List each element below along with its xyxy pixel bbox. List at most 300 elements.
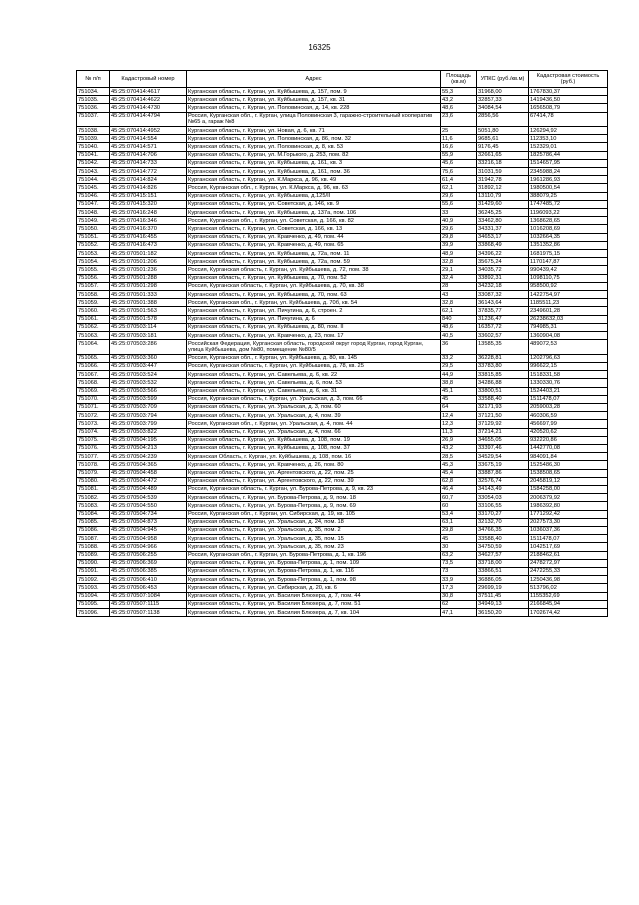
row-upks: 33087,32 (477, 291, 529, 299)
row-cadastral-cost: 2345988,24 (529, 168, 608, 176)
row-num: 751091. (77, 567, 110, 575)
row-address: Курганская область, г. Курган, ул. Куйбышева, д. 157, кв. 31 (187, 96, 441, 104)
table-row (77, 104, 608, 112)
row-address: Курганская область, г. Курган, ул. Куйбышева, д. 80, пом. II (187, 323, 441, 331)
row-address: Россия, Курганская обл., г. Курган, ул. Уральская, д. 4, пом. 44 (187, 420, 441, 428)
row-num: 751058. (77, 291, 110, 299)
row-upks: 34286,88 (477, 379, 529, 387)
table-row (77, 250, 608, 258)
row-cadastral-number: 45:25:070504:239 (110, 453, 187, 461)
row-area: 26,9 (441, 436, 477, 444)
row-cadastral-number: 45:25:070507:1115 (110, 600, 187, 608)
row-num: 751045. (77, 184, 110, 192)
row-cadastral-number: 45:25:070414:4794 (110, 112, 187, 126)
row-address: Курганская область, г. Курган, ул. Кравченко, д. 23, пом. 17 (187, 332, 441, 340)
row-cadastral-number: 45:25:070414:733 (110, 159, 187, 167)
table-row (77, 461, 608, 469)
row-address: Курганская Область, г. Курган, ул. Куйбышева, д. 108, пом. 16 (187, 453, 441, 461)
row-cadastral-cost: 2349601,28 (529, 307, 608, 315)
row-num: 751095. (77, 600, 110, 608)
row-area: 29,8 (441, 233, 477, 241)
table-row (77, 567, 608, 575)
row-cadastral-cost: 388079,25 (529, 192, 608, 200)
row-upks: 34529,54 (477, 453, 529, 461)
row-cadastral-number: 45:25:070503:799 (110, 420, 187, 428)
row-address: Курганская область, г. Курган, ул. Куйбышева, д. 70, пом. 52 (187, 274, 441, 282)
table-header-row (77, 71, 608, 88)
row-cadastral-number: 45:25:070414:554 (110, 135, 187, 143)
row-cadastral-number: 45:25:070503:447 (110, 362, 187, 370)
row-cadastral-number: 45:25:070504:458 (110, 469, 187, 477)
row-address: Курганская область, г. Курган, ул. Василия Блюхера, д. 7, пом. 51 (187, 600, 441, 608)
table-row (77, 518, 608, 526)
row-num: 751037. (77, 112, 110, 126)
row-num: 751049. (77, 217, 110, 225)
row-upks: 2856,56 (477, 112, 529, 126)
row-num: 751046. (77, 192, 110, 200)
row-num: 751077. (77, 453, 110, 461)
row-cadastral-number: 45:25:070503:566 (110, 387, 187, 395)
table-row (77, 159, 608, 167)
table-row (77, 453, 608, 461)
row-upks: 36228,81 (477, 354, 529, 362)
row-cadastral-cost: 420520,62 (529, 428, 608, 436)
row-num: 751059. (77, 299, 110, 307)
table-row (77, 217, 608, 225)
row-cadastral-number: 45:25:070506:369 (110, 559, 187, 567)
table-row (77, 592, 608, 600)
row-area: 28,5 (441, 453, 477, 461)
page-number: 16325 (308, 43, 331, 52)
row-cadastral-cost: 1538508,65 (529, 469, 608, 477)
row-cadastral-number: 45:25:070507:1084 (110, 592, 187, 600)
row-cadastral-number: 45:25:070504:550 (110, 502, 187, 510)
row-area: 43,2 (441, 444, 477, 452)
table-row (77, 88, 608, 96)
cadastral-table (76, 70, 608, 617)
row-upks: 31968,00 (477, 88, 529, 96)
row-address: Курганская область, г. Курган, ул. Уральская, д. 4, пом. 66 (187, 428, 441, 436)
row-upks: 33800,51 (477, 387, 529, 395)
table-row (77, 510, 608, 518)
table-row (77, 535, 608, 543)
row-num: 751096. (77, 609, 110, 617)
row-cadastral-cost: 2478272,97 (529, 559, 608, 567)
row-cadastral-number: 45:25:070504:489 (110, 485, 187, 493)
row-area: 55,3 (441, 88, 477, 96)
table-row (77, 502, 608, 510)
row-cadastral-cost: 1330330,76 (529, 379, 608, 387)
row-num: 751060. (77, 307, 110, 315)
row-cadastral-cost: 1016208,69 (529, 225, 608, 233)
row-cadastral-number: 45:25:070506:385 (110, 567, 187, 575)
row-address: Курганская область, г. Курган, ул. Бурова-Петрова, д. 9, пом. 69 (187, 502, 441, 510)
row-upks: 5051,80 (477, 127, 529, 135)
row-cadastral-number: 45:25:070504:539 (110, 494, 187, 502)
row-upks: 33170,27 (477, 510, 529, 518)
table-row (77, 436, 608, 444)
row-cadastral-number: 45:25:070504:966 (110, 543, 187, 551)
row-num: 751047. (77, 200, 110, 208)
row-upks: 33588,40 (477, 535, 529, 543)
row-cadastral-cost: 1825786,44 (529, 151, 608, 159)
row-cadastral-cost: 1584258,00 (529, 485, 608, 493)
row-area: 55,6 (441, 200, 477, 208)
row-address: Курганская область, г. Курган, ул. Кравченко, д. 26, пом. 80 (187, 461, 441, 469)
table-row (77, 371, 608, 379)
row-num: 751042. (77, 159, 110, 167)
row-address: Курганская область, г. Курган, ул. Половинская, д. 14, кв. 228 (187, 104, 441, 112)
row-upks: 33718,00 (477, 559, 529, 567)
row-cadastral-cost: 489072,53 (529, 340, 608, 354)
header-area: Площадь (кв.м) (441, 71, 477, 88)
table-row (77, 412, 608, 420)
row-cadastral-cost: 112353,10 (529, 135, 608, 143)
row-address: Курганская область, г. Курган, ул. Пичугина, д. 6, строен. 2 (187, 307, 441, 315)
row-area: 62,8 (441, 477, 477, 485)
row-cadastral-cost: 1196093,22 (529, 209, 608, 217)
row-cadastral-cost: 126294,92 (529, 127, 608, 135)
row-address: Курганская область, г. Курган, ул. Куйбышева, д. 108, пом. 19 (187, 436, 441, 444)
row-num: 751078. (77, 461, 110, 469)
table-row (77, 299, 608, 307)
row-upks: 32661,65 (477, 151, 529, 159)
row-cadastral-number: 45:25:070414:824 (110, 176, 187, 184)
row-cadastral-number: 45:25:070416:473 (110, 241, 187, 249)
row-area: 11,3 (441, 428, 477, 436)
row-address: Курганская область, г. Курган, ул. Бурова-Петрова, д. 1, пом. 109 (187, 559, 441, 567)
row-cadastral-cost: 26238632,03 (529, 315, 608, 323)
row-num: 751071. (77, 403, 110, 411)
row-cadastral-number: 45:25:070416:346 (110, 217, 187, 225)
row-num: 751052. (77, 241, 110, 249)
row-cadastral-cost: 1419436,50 (529, 96, 608, 104)
row-upks: 33675,19 (477, 461, 529, 469)
row-num: 751068. (77, 379, 110, 387)
row-num: 751041. (77, 151, 110, 159)
row-num: 751056. (77, 274, 110, 282)
row-num: 751072. (77, 412, 110, 420)
row-cadastral-cost: 1511478,07 (529, 535, 608, 543)
row-area: 60 (441, 502, 477, 510)
row-num: 751039. (77, 135, 110, 143)
row-cadastral-cost: 1518331,58 (529, 371, 608, 379)
row-num: 751090. (77, 559, 110, 567)
table-row (77, 494, 608, 502)
row-area: 40,5 (441, 332, 477, 340)
row-address: Курганская область, г. Курган, ул. Бурова-Петрова, д. 9, пом. 18 (187, 494, 441, 502)
row-cadastral-number: 45:25:070501:578 (110, 315, 187, 323)
row-cadastral-number: 45:25:070504:873 (110, 518, 187, 526)
row-area: 28 (441, 282, 477, 290)
row-cadastral-number: 45:25:070501:333 (110, 291, 187, 299)
row-upks: 37835,77 (477, 307, 529, 315)
row-cadastral-cost: 2472255,33 (529, 567, 608, 575)
row-upks: 34084,54 (477, 104, 529, 112)
row-upks: 34143,49 (477, 485, 529, 493)
row-area: 61,4 (441, 176, 477, 184)
table-row (77, 387, 608, 395)
table-row (77, 332, 608, 340)
header-address: Адрес (187, 71, 441, 88)
row-cadastral-cost: 1525486,30 (529, 461, 608, 469)
table-row (77, 258, 608, 266)
row-address: Курганская область, г. Курган, ул. Уральская, д. 35, пом. 15 (187, 535, 441, 543)
row-num: 751070. (77, 395, 110, 403)
row-area: 30,8 (441, 592, 477, 600)
row-upks: 34949,13 (477, 600, 529, 608)
row-upks: 31236,47 (477, 315, 529, 323)
row-area: 48,6 (441, 323, 477, 331)
row-cadastral-number: 45:25:070501:298 (110, 282, 187, 290)
row-cadastral-cost: 1036037,36 (529, 526, 608, 534)
row-address: Курганская область, г. Курган, ул. Половинская, д. 86, пом. 32 (187, 135, 441, 143)
row-address: Курганская область, г. Курган, ул. Половинская, д. 8, кв. 53 (187, 143, 441, 151)
row-area: 23,6 (441, 112, 477, 126)
row-num: 751043. (77, 168, 110, 176)
row-cadastral-number: 45:25:070415:320 (110, 200, 187, 208)
row-area: 29,1 (441, 266, 477, 274)
row-upks: 32857,33 (477, 96, 529, 104)
row-cadastral-number: 45:25:070414:826 (110, 184, 187, 192)
row-area: 29,6 (441, 225, 477, 233)
table-row (77, 225, 608, 233)
row-address: Россия, Курганская область, г. Курган, ул. Уральская, д. 3, пом. 66 (187, 395, 441, 403)
table-row (77, 420, 608, 428)
row-upks: 31429,60 (477, 200, 529, 208)
row-address: Курганская область, г. Курган, ул. Савельева, д. 6, кв. 31 (187, 387, 441, 395)
row-address: Россия, Курганская обл., г. Курган, ул. Куйбышева, д. 80, кв. 145 (187, 354, 441, 362)
row-upks: 35675,24 (477, 258, 529, 266)
row-cadastral-cost: 1524403,21 (529, 387, 608, 395)
row-address: Курганская область, г. Курган, ул. Василия Блюхера, д. 7, кв. 104 (187, 609, 441, 617)
row-area: 62 (441, 600, 477, 608)
row-cadastral-cost: 1368628,65 (529, 217, 608, 225)
row-cadastral-cost: 1351352,86 (529, 241, 608, 249)
row-cadastral-cost: 456697,99 (529, 420, 608, 428)
row-address: Курганская область, г. Курган, ул. Савельева, д. 6, кв. 22 (187, 371, 441, 379)
table-row (77, 209, 608, 217)
row-address: Курганская область, г. Курган, ул. Куйбышева, д. 161, кв. 3 (187, 159, 441, 167)
row-cadastral-cost: 1098110,75 (529, 274, 608, 282)
row-address: Курганская область, г. Курган, ул. Куйбышева, д. 157, пом. 9 (187, 88, 441, 96)
table-row (77, 444, 608, 452)
row-num: 751061. (77, 315, 110, 323)
row-address: Курганская область, г. Курган, ул. Куйбышева, д. 161, пом. 36 (187, 168, 441, 176)
row-num: 751065. (77, 354, 110, 362)
row-cadastral-number: 45:25:070504:213 (110, 444, 187, 452)
table-row (77, 559, 608, 567)
row-num: 751050. (77, 225, 110, 233)
row-address: Курганская область, г. Курган, ул. Уральская, д. 35, пом. 23 (187, 543, 441, 551)
row-area: 40,9 (441, 217, 477, 225)
row-area: 33,2 (441, 354, 477, 362)
row-address: Россия, Курганская область, г. Курган, ул. Куйбышева, д. 78, кв. 25 (187, 362, 441, 370)
table-row (77, 291, 608, 299)
row-cadastral-number: 45:25:070503:360 (110, 354, 187, 362)
row-address: Курганская область, г. Курган, ул. Василия Блюхера, д. 7, пом. 44 (187, 592, 441, 600)
table-row (77, 143, 608, 151)
row-address: Курганская область, г. Курган, ул. Советская, д. 166, кв. 13 (187, 225, 441, 233)
row-num: 751086. (77, 526, 110, 534)
row-area: 45 (441, 535, 477, 543)
table-row (77, 127, 608, 135)
row-upks: 37511,45 (477, 592, 529, 600)
row-cadastral-cost: 1442770,08 (529, 444, 608, 452)
row-num: 751094. (77, 592, 110, 600)
table-row (77, 184, 608, 192)
row-area: 73 (441, 567, 477, 575)
row-upks: 37214,21 (477, 428, 529, 436)
row-cadastral-number: 45:25:070504:472 (110, 477, 187, 485)
row-cadastral-cost: 2045819,12 (529, 477, 608, 485)
row-address: Курганская область, г. Курган, ул. Савельева, д. 6, пом. 53 (187, 379, 441, 387)
row-cadastral-number: 45:25:070414:4952 (110, 127, 187, 135)
row-area: 64 (441, 403, 477, 411)
row-area: 63,1 (441, 518, 477, 526)
row-cadastral-cost: 67414,78 (529, 112, 608, 126)
row-address: Курганская область, г. Курган, ул. Кравченко, д. 49, пом. 65 (187, 241, 441, 249)
row-upks: 33602,57 (477, 332, 529, 340)
row-cadastral-number: 45:25:070503:532 (110, 379, 187, 387)
row-area: 45,1 (441, 387, 477, 395)
row-cadastral-cost: 1980500,54 (529, 184, 608, 192)
row-cadastral-number: 45:25:070503:286 (110, 340, 187, 354)
row-address: Россия, Курганская обл., г. Курган, ул. Советская, д. 166, кв. 82 (187, 217, 441, 225)
table-row (77, 135, 608, 143)
row-address: Россия, Курганская обл., г. Курган, ул. Сибирская, д. 19, кв. 105 (187, 510, 441, 518)
table-row (77, 551, 608, 559)
row-area: 45,4 (441, 469, 477, 477)
row-address: Курганская область, г. Курган, ул. К.Маркса, д. 96, кв. 49 (187, 176, 441, 184)
row-address: Курганская область, г. Курган, ул. Уральская, д. 4, пом. 39 (187, 412, 441, 420)
row-upks: 32171,93 (477, 403, 529, 411)
row-num: 751040. (77, 143, 110, 151)
row-cadastral-cost: 460306,59 (529, 412, 608, 420)
row-address: Курганская область, г. Курган, ул. Бурова-Петрова, д. 1, пом. 98 (187, 576, 441, 584)
row-area: 62,1 (441, 184, 477, 192)
row-cadastral-number: 45:25:070414:4730 (110, 104, 187, 112)
row-upks: 33868,49 (477, 241, 529, 249)
row-upks: 34653,17 (477, 233, 529, 241)
row-cadastral-cost: 990439,42 (529, 266, 608, 274)
row-upks: 34766,35 (477, 526, 529, 534)
table-row (77, 469, 608, 477)
row-num: 751044. (77, 176, 110, 184)
row-upks: 33462,80 (477, 217, 529, 225)
row-cadastral-number: 45:25:070506:410 (110, 576, 187, 584)
table-row (77, 112, 608, 126)
row-cadastral-cost: 1422754,97 (529, 291, 608, 299)
row-cadastral-cost: 1032664,35 (529, 233, 608, 241)
row-address: Курганская область, г. Курган, ул. Куйбышева, д. 72а, пом. 59 (187, 258, 441, 266)
row-cadastral-number: 45:25:070503:599 (110, 395, 187, 403)
row-cadastral-cost: 2166845,94 (529, 600, 608, 608)
row-num: 751057. (77, 282, 110, 290)
row-upks: 33054,03 (477, 494, 529, 502)
row-upks: 33887,86 (477, 469, 529, 477)
row-address: Российская Федерация, Курганская область, городской округ город Курган, город Курган, улица Куйбышева, дом №80, помещение №80/5 (187, 340, 441, 354)
row-cadastral-number: 45:25:070504:958 (110, 535, 187, 543)
row-address: Россия, Курганская область, г. Курган, ул. Бурова-Петрова, д. 9, кв. 23 (187, 485, 441, 493)
row-cadastral-number: 45:25:070414:706 (110, 151, 187, 159)
row-cadastral-cost: 1986392,80 (529, 502, 608, 510)
row-area: 46,4 (441, 485, 477, 493)
table-row (77, 96, 608, 104)
row-cadastral-number: 45:25:070503:709 (110, 403, 187, 411)
row-cadastral-cost: 794985,31 (529, 323, 608, 331)
table-row (77, 340, 608, 354)
row-cadastral-number: 45:25:070501:182 (110, 250, 187, 258)
row-area: 17,3 (441, 584, 477, 592)
row-cadastral-cost: 1747485,72 (529, 200, 608, 208)
row-area: 48,9 (441, 250, 477, 258)
table-row (77, 176, 608, 184)
row-num: 751055. (77, 266, 110, 274)
row-upks: 37121,50 (477, 412, 529, 420)
row-upks: 33783,80 (477, 362, 529, 370)
row-cadastral-number: 45:25:070504:945 (110, 526, 187, 534)
row-area: 12,3 (441, 420, 477, 428)
row-num: 751079. (77, 469, 110, 477)
row-num: 751067. (77, 371, 110, 379)
row-upks: 34396,22 (477, 250, 529, 258)
row-num: 751074. (77, 428, 110, 436)
table-row (77, 323, 608, 331)
table-row (77, 379, 608, 387)
row-upks: 36143,64 (477, 299, 529, 307)
row-cadastral-cost: 1185511,23 (529, 299, 608, 307)
table-row (77, 395, 608, 403)
row-area: 11,6 (441, 135, 477, 143)
row-address: Курганская область, г. Курган, ул. Куйбышева, д.125/II (187, 192, 441, 200)
row-cadastral-number: 45:25:070501:236 (110, 266, 187, 274)
row-address: Курганская область, г. Курган, ул. Уральская, д. 24, пом. 18 (187, 518, 441, 526)
table-row (77, 543, 608, 551)
row-cadastral-cost: 932220,86 (529, 436, 608, 444)
row-area: 12,4 (441, 412, 477, 420)
row-num: 751082. (77, 494, 110, 502)
row-upks: 36245,25 (477, 209, 529, 217)
row-area: 30 (441, 543, 477, 551)
row-area: 33 (441, 209, 477, 217)
row-area: 25 (441, 127, 477, 135)
row-area: 47,1 (441, 609, 477, 617)
row-address: Курганская область, г. Курган, ул. Советская, д. 146, кв. 9 (187, 200, 441, 208)
row-num: 751083. (77, 502, 110, 510)
row-num: 751084. (77, 510, 110, 518)
row-cadastral-cost: 1961286,93 (529, 176, 608, 184)
table-row (77, 477, 608, 485)
row-cadastral-cost: 2006379,92 (529, 494, 608, 502)
header-cadastral-number: Кадастровый номер (110, 71, 187, 88)
row-num: 751087. (77, 535, 110, 543)
row-upks: 34655,05 (477, 436, 529, 444)
row-cadastral-cost: 1360904,08 (529, 332, 608, 340)
row-cadastral-number: 45:25:070501:388 (110, 299, 187, 307)
header-cadastral-cost: Кадастровая стоимость (руб.) (529, 71, 608, 88)
row-cadastral-cost: 1681975,15 (529, 250, 608, 258)
row-address: Россия, Курганская обл., г. Курган, ул. Куйбышева, д. 70б, кв. 54 (187, 299, 441, 307)
table-row (77, 584, 608, 592)
row-area: 32,4 (441, 274, 477, 282)
row-cadastral-cost: 1250436,98 (529, 576, 608, 584)
row-address: Россия, Курганская область, г. Курган, ул. Куйбышева, д. 70, кв. 38 (187, 282, 441, 290)
row-upks: 31031,59 (477, 168, 529, 176)
row-num: 751035. (77, 96, 110, 104)
table-row (77, 403, 608, 411)
row-address: Курганская область, г. Курган, ул. Пичугина, д. 6 (187, 315, 441, 323)
